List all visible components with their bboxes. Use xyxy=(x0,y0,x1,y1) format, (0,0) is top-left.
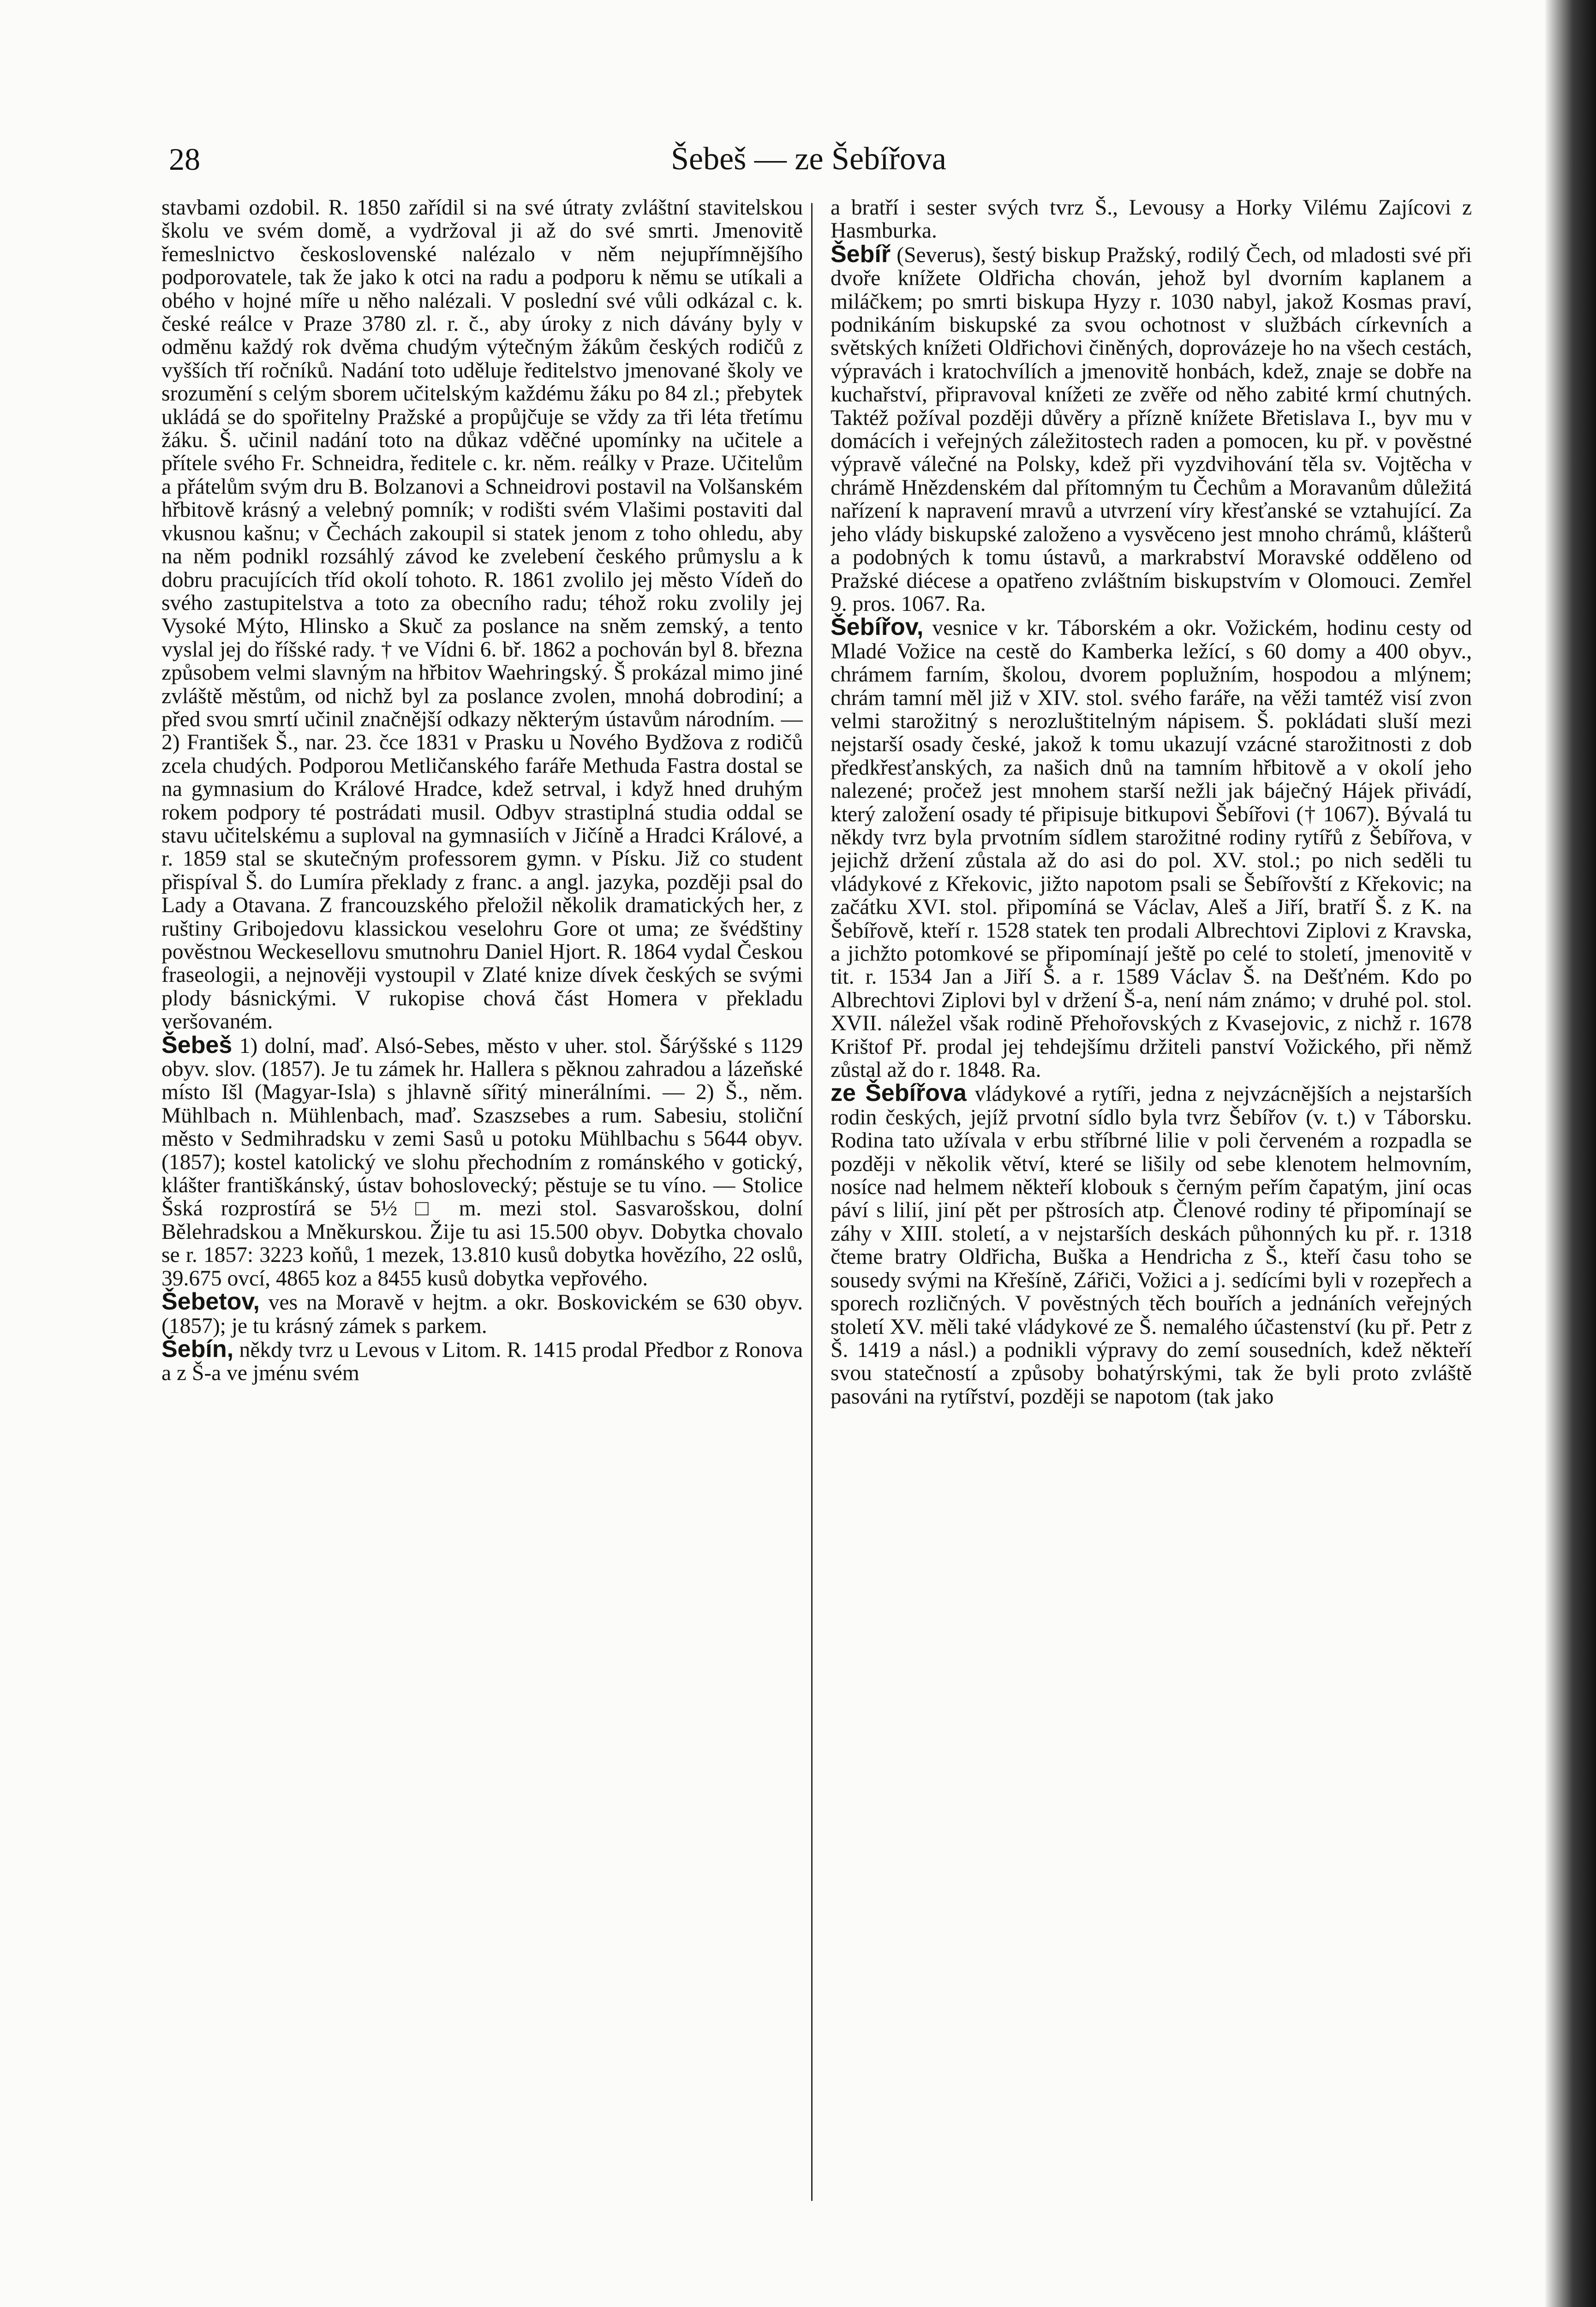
running-head: Šebeš — ze Šebířova xyxy=(671,141,946,177)
entry-sebes xyxy=(161,1031,803,1291)
entry-head: Šebetov, xyxy=(161,1288,260,1315)
entry-head: ze Šebířova xyxy=(831,1080,967,1107)
entry-text: někdy tvrz u Levous v Litom. R. 1415 prodal Předbor z Ronova a z Š-a ve jménu svém xyxy=(161,1338,803,1386)
entry-text: vládykové a rytíři, jedna z nejvzácnějších a nejstarších rodin českých, jejíž prvotní sídlo byla tvrz Šebířov (v. t.) v Táborsku. Rodina tato užívala v erbu stříbrné lilie v poli červeném a rozpadla se později v několik větví, které se lišily od sebe klenotem helmovním, nosíce nad helmem někteří klobouk s černým peřím čapatým, jiní ocas páví s lilií, jiní pět per pštrosích atp. Členové rodiny té připomínají se záhy v XIII. století, a v nejstarších deskách půhonných ku př. r. 1318 čteme bratry Oldřicha, Buška a Hendricha z Š., kteří času toho se sousedy svými na Křešíně, Zářiči, Vožici a j. sedícími byli v rozepřech a sporech rozličných. V pověstných těch bouřích a jednáních veřejných století XV. měli také vládykové ze Š. nemalého účastenství (ku př. Petr z Š. 1419 a násl.) a podnikli výpravy do zemí sousedních, kdež někteří svou statečností a způsoby bohatýrskými, tak že byli proto zvláště pasováni na rytířství, později se napotom (tak jako xyxy=(831,1082,1472,1409)
page-edge-shadow xyxy=(1545,0,1596,2307)
entry-head: Šebín, xyxy=(161,1335,234,1363)
page-number: 28 xyxy=(169,142,200,177)
entry-continuation xyxy=(831,196,1472,243)
entry-sebir xyxy=(831,240,1472,616)
entry-sebirov xyxy=(831,616,1472,1082)
entry-head: Šebířov, xyxy=(831,614,924,641)
entry-text: 1) dolní, maď. Alsó-Sebes, město v uher. stol. Šárýšské s 1129 obyv. slov. (1857). Je tu zámek hr. Hallera s pěknou zahradou a lázeňské místo Išl (Magyar-Isla) s jhlavně sířitý minerálními. — 2) Š., něm. Mühlbach n. Mühlenbach, maď. Szaszsebes a rum. Sabesiu, stoliční město v Sedmihradsku v zemi Sasů u potoku Mühlbachu s 5644 obyv. (1857); kostel katolický ve slohu přechodním z románského v gotický, klášter františkánský, ústav bohoslovecký; pěstuje se tu víno. — Stolice Šská rozprostírá se 5½ □ m. mezi stol. Sasvarošskou, dolní Bělehradskou a Mněkurskou. Žije tu asi 15.500 obyv. Dobytka chovalo se r. 1857: 3223 koňů, 1 mezek, 13.810 kusů dobytka hovězího, 22 oslů, 39.675 ovcí, 4865 koz a 8455 kusů dobytka vepřového. xyxy=(161,1034,803,1291)
entry-text: ves na Moravě v hejtm. a okr. Boskovickém se 630 obyv. (1857); je tu krásný zámek s parkem. xyxy=(161,1291,803,1338)
right-column xyxy=(831,196,1472,2259)
entry-text: (Severus), šestý biskup Pražský, rodilý Čech, od mladosti své při dvoře knížete Oldřicha chován, jehož byl dvorním kaplanem a miláčkem; po smrti biskupa Hyzy r. 1030 nabyl, jakož Kosmas praví, podnikáním biskupské za svou ochotnost v službách církevních a světských knížeti Oldřichovi činěných, doprovázeje ho na všech cestách, výpravách i kratochvílích a jmenovitě honbách, kdež, znaje se dobře na kuchařství, připravoval knížeti ze zvěře od něho zabité krmí chutných. Taktéž požíval později důvěry a přízně knížete Břetislava I., byv mu v domácích i veřejných záležitostech raden a pomocen, ku př. v pověstné výpravě válečné na Polsky, kdež při vyzdvihování těla sv. Vojtěcha v chrámě Hnězdenském dal přítomným tu Čechům a Moravanům důležitá nařízení k napravení mravů a utvrzení víry křesťanské se vztahující. Za jeho vlády biskupské založeno a vysvěceno jest mnoho chrámů, klášterů a podobných k tomu ústavů, a markrabství Moravské odděleno od Pražské diécese a opatřeno zvláštním biskupstvím v Olomouci. Zemřel 9. pros. 1067. Ra. xyxy=(831,243,1472,616)
entry-sebin xyxy=(161,1335,803,1386)
page-header xyxy=(169,134,1448,185)
entry-head: Šebíř xyxy=(831,240,891,268)
column-divider xyxy=(811,203,813,2201)
entry-ze-sebirova xyxy=(831,1082,1472,1408)
left-column xyxy=(161,196,803,2259)
entry-sebetov xyxy=(161,1290,803,1338)
entry-text: vesnice v kr. Táborském a okr. Vožickém, hodinu cesty od Mladé Vožice na cestě do Kamberka ležící, s 60 domy a 400 obyv., chrámem farním, školou, dvorem poplužním, hospodou a mlýnem; chrám tamní měl již v XIV. stol. svého faráře, na věži tamtéž visí zvon velmi starožitný s nerozluštitelným nápisem. Š. pokládati sluší mezi nejstarší osady české, jakož k tomu ukazují vzácné starožitnosti z dob předkřesťanských, za našich dnů na tamním hřbitově a v okolí jeho nalezené; pročež jest mnohem starší nežli jak báječný Hájek přivádí, který založení osady té připisuje bitkupovi Šebířovi († 1067). Bývalá tu někdy tvrz byla prvotním sídlem starožitné rodiny rytířů z Šebířova, v jejichž držení zůstala až do asi do pol. XV. stol.; po nich seděli tu vládykové z Křekovic, jižto napotom psali se Šebířovští z Křekovic; na začátku XVI. stol. připomíná se Václav, Aleš a Jiří, bratří Š. z K. na Šebířově, kteří r. 1528 statek ten prodali Albrechtovi Ziplovi z Kravska, a jichžto potomkové se připomínají ještě po celé to století, jmenovitě v tit. r. 1534 Jan a Jiří Š. a r. 1589 Václav Š. na Dešťném. Kdo po Albrechtovi Ziplovi byl v držení Š-a, není nám známo; v druhé pol. stol. XVII. náležel však rodině Přehořovských z Kvasejovic, z nichž r. 1678 Krištof Př. prodal jej tehdejšímu držiteli panství Vožického, při němž zůstal až do r. 1848. Ra. xyxy=(831,616,1472,1082)
entry-text: a bratří i sester svých tvrz Š., Levousy a Horky Vilému Zajícovi z Hasmburka. xyxy=(831,196,1472,243)
entry-head: Šebeš xyxy=(161,1031,233,1058)
entry-text: stavbami ozdobil. R. 1850 zařídil si na své útraty zvláštní stavitelskou školu ve svém domě, a vydržoval ji až do své smrti. Jmenovitě řemeslnictvo československé nalézalo v něm nejupřímnějšího podporovatele, tak že jako k otci na radu a podporu k němu se utíkali a obého v hojné míře u něho nalézali. V poslední své vůli odkázal c. k. české reálce v Praze 3780 zl. r. č., aby úroky z nich dávány byly v odměnu každý rok dvěma chudým výtečným žákům českých rodičů z vyšších tří ročníků. Nadání toto uděluje ředitelstvo jmenované školy ve srozumění s celým sborem učitelským každému žáku po 84 zl.; přebytek ukládá se do spořitelny Pražské a propůjčuje se vždy za tři léta třetímu žáku. Š. učinil nadání toto na důkaz vděčné upomínky na učitele a přítele svého Fr. Schneidra, ředitele c. kr. něm. reálky v Praze. Učitelům a přátelům svým dru B. Bolzanovi a Schneidrovi postavil na Volšanském hřbitově krásný a velebný pomník; v rodišti svém Vlašimi postaviti dal vkusnou kašnu; v Čechách zakoupil si statek jenom z toho ohledu, aby na něm podnikl rozsáhlý závod ke zvelebení českého průmyslu a k dobru pracujících tříd okolí tohoto. R. 1861 zvolilo jej město Vídeň do svého zastupitelstva a toto za obecního radu; téhož roku zvolily jej Vysoké Mýto, Hlinsko a Skuč za poslance na sněm zemský, a tento vyslal jej do říšské rady. † ve Vídni 6. bř. 1862 a pochován byl 8. března způsobem velmi slavným na hřbitov Waehringský. Š prokázal mimo jiné zvláště městům, od nichž byl za poslance zvolen, mnohá dobrodiní; a před svou smrtí učinil značnější odkazy některým ústavům národním. — 2) František Š., nar. 23. čce 1831 v Prasku u Nového Bydžova z rodičů zcela chudých. Podporou Metličanského faráře Methuda Fastra dostal se na gymnasium do Králové Hradce, kdež setrval, i když hned druhým rokem podpory té postrádati musil. Odbyv strastiplná studia oddal se stavu učitelskému a suploval na gymnasiích v Jičíně a Hradci Králové, a r. 1859 stal se skutečným professorem gymn. v Písku. Již co student přispíval Š. do Lumíra překlady z franc. a angl. jazyka, později psal do Lady a Otavana. Z francouzského přeložil několik dramatických her, z ruštiny Gribojedovu klassickou veselohru Gore ot uma; ze švédštiny pověstnou Weckesellovu smutnohru Daniel Hjort. R. 1864 vydal Českou fraseologii, a nejnověji vystoupil v Zlaté knize dívek českých se svými plody básnickými. V rukopise chová část Homera v překladu veršovaném. xyxy=(161,196,803,1034)
entry-continuation xyxy=(161,196,803,1034)
